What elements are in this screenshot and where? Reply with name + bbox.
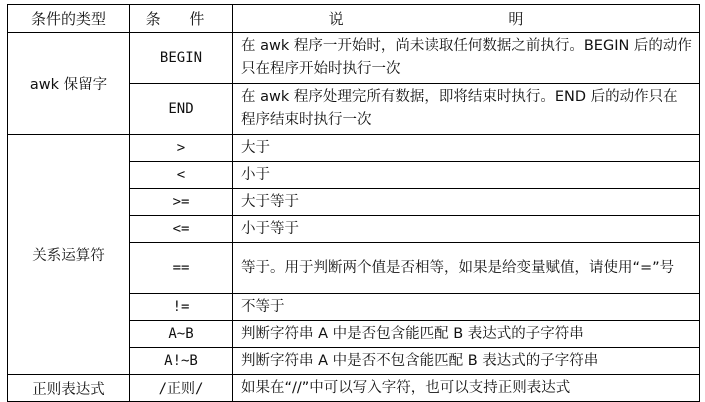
header-condition-type: 条件的类型 <box>8 5 130 33</box>
table-row <box>8 33 700 84</box>
description-cell: 等于。用于判断两个值是否相等，如果是给变量赋值，请使用“=”号 <box>233 243 700 294</box>
description-cell: 判断字符串 A 中是否包含能匹配 B 表达式的子字符串 <box>233 321 700 348</box>
description-cell: 大于 <box>233 135 700 162</box>
condition-cell: < <box>130 162 233 189</box>
category-cell: 关系运算符 <box>8 135 130 375</box>
description-cell: 判断字符串 A 中是否不包含能匹配 B 表达式的子字符串 <box>233 348 700 375</box>
condition-cell: > <box>130 135 233 162</box>
condition-cell: A~B <box>130 321 233 348</box>
condition-cell: >= <box>130 189 233 216</box>
condition-cell: BEGIN <box>130 33 233 84</box>
table-row <box>8 135 700 162</box>
category-cell: 正则表达式 <box>8 375 130 402</box>
description-cell: 大于等于 <box>233 189 700 216</box>
condition-cell: A!~B <box>130 348 233 375</box>
header-condition: 条 件 <box>130 5 233 33</box>
table-header-row <box>8 5 700 33</box>
description-cell: 小于 <box>233 162 700 189</box>
category-cell: awk 保留字 <box>8 33 130 135</box>
table-row <box>8 375 700 402</box>
condition-cell: == <box>130 243 233 294</box>
description-cell: 在 awk 程序一开始时，尚未读取任何数据之前执行。BEGIN 后的动作只在程序开始时执行一次 <box>233 33 700 84</box>
condition-cell: != <box>130 294 233 321</box>
header-description: 说 明 <box>233 5 700 33</box>
awk-conditions-table <box>7 4 700 402</box>
condition-cell: END <box>130 84 233 135</box>
condition-cell: <= <box>130 216 233 243</box>
description-cell: 在 awk 程序处理完所有数据，即将结束时执行。END 后的动作只在程序结束时执行一次 <box>233 84 700 135</box>
condition-cell: /正则/ <box>130 375 233 402</box>
description-cell: 不等于 <box>233 294 700 321</box>
description-cell: 小于等于 <box>233 216 700 243</box>
description-cell: 如果在“//”中可以写入字符，也可以支持正则表达式 <box>233 375 700 402</box>
